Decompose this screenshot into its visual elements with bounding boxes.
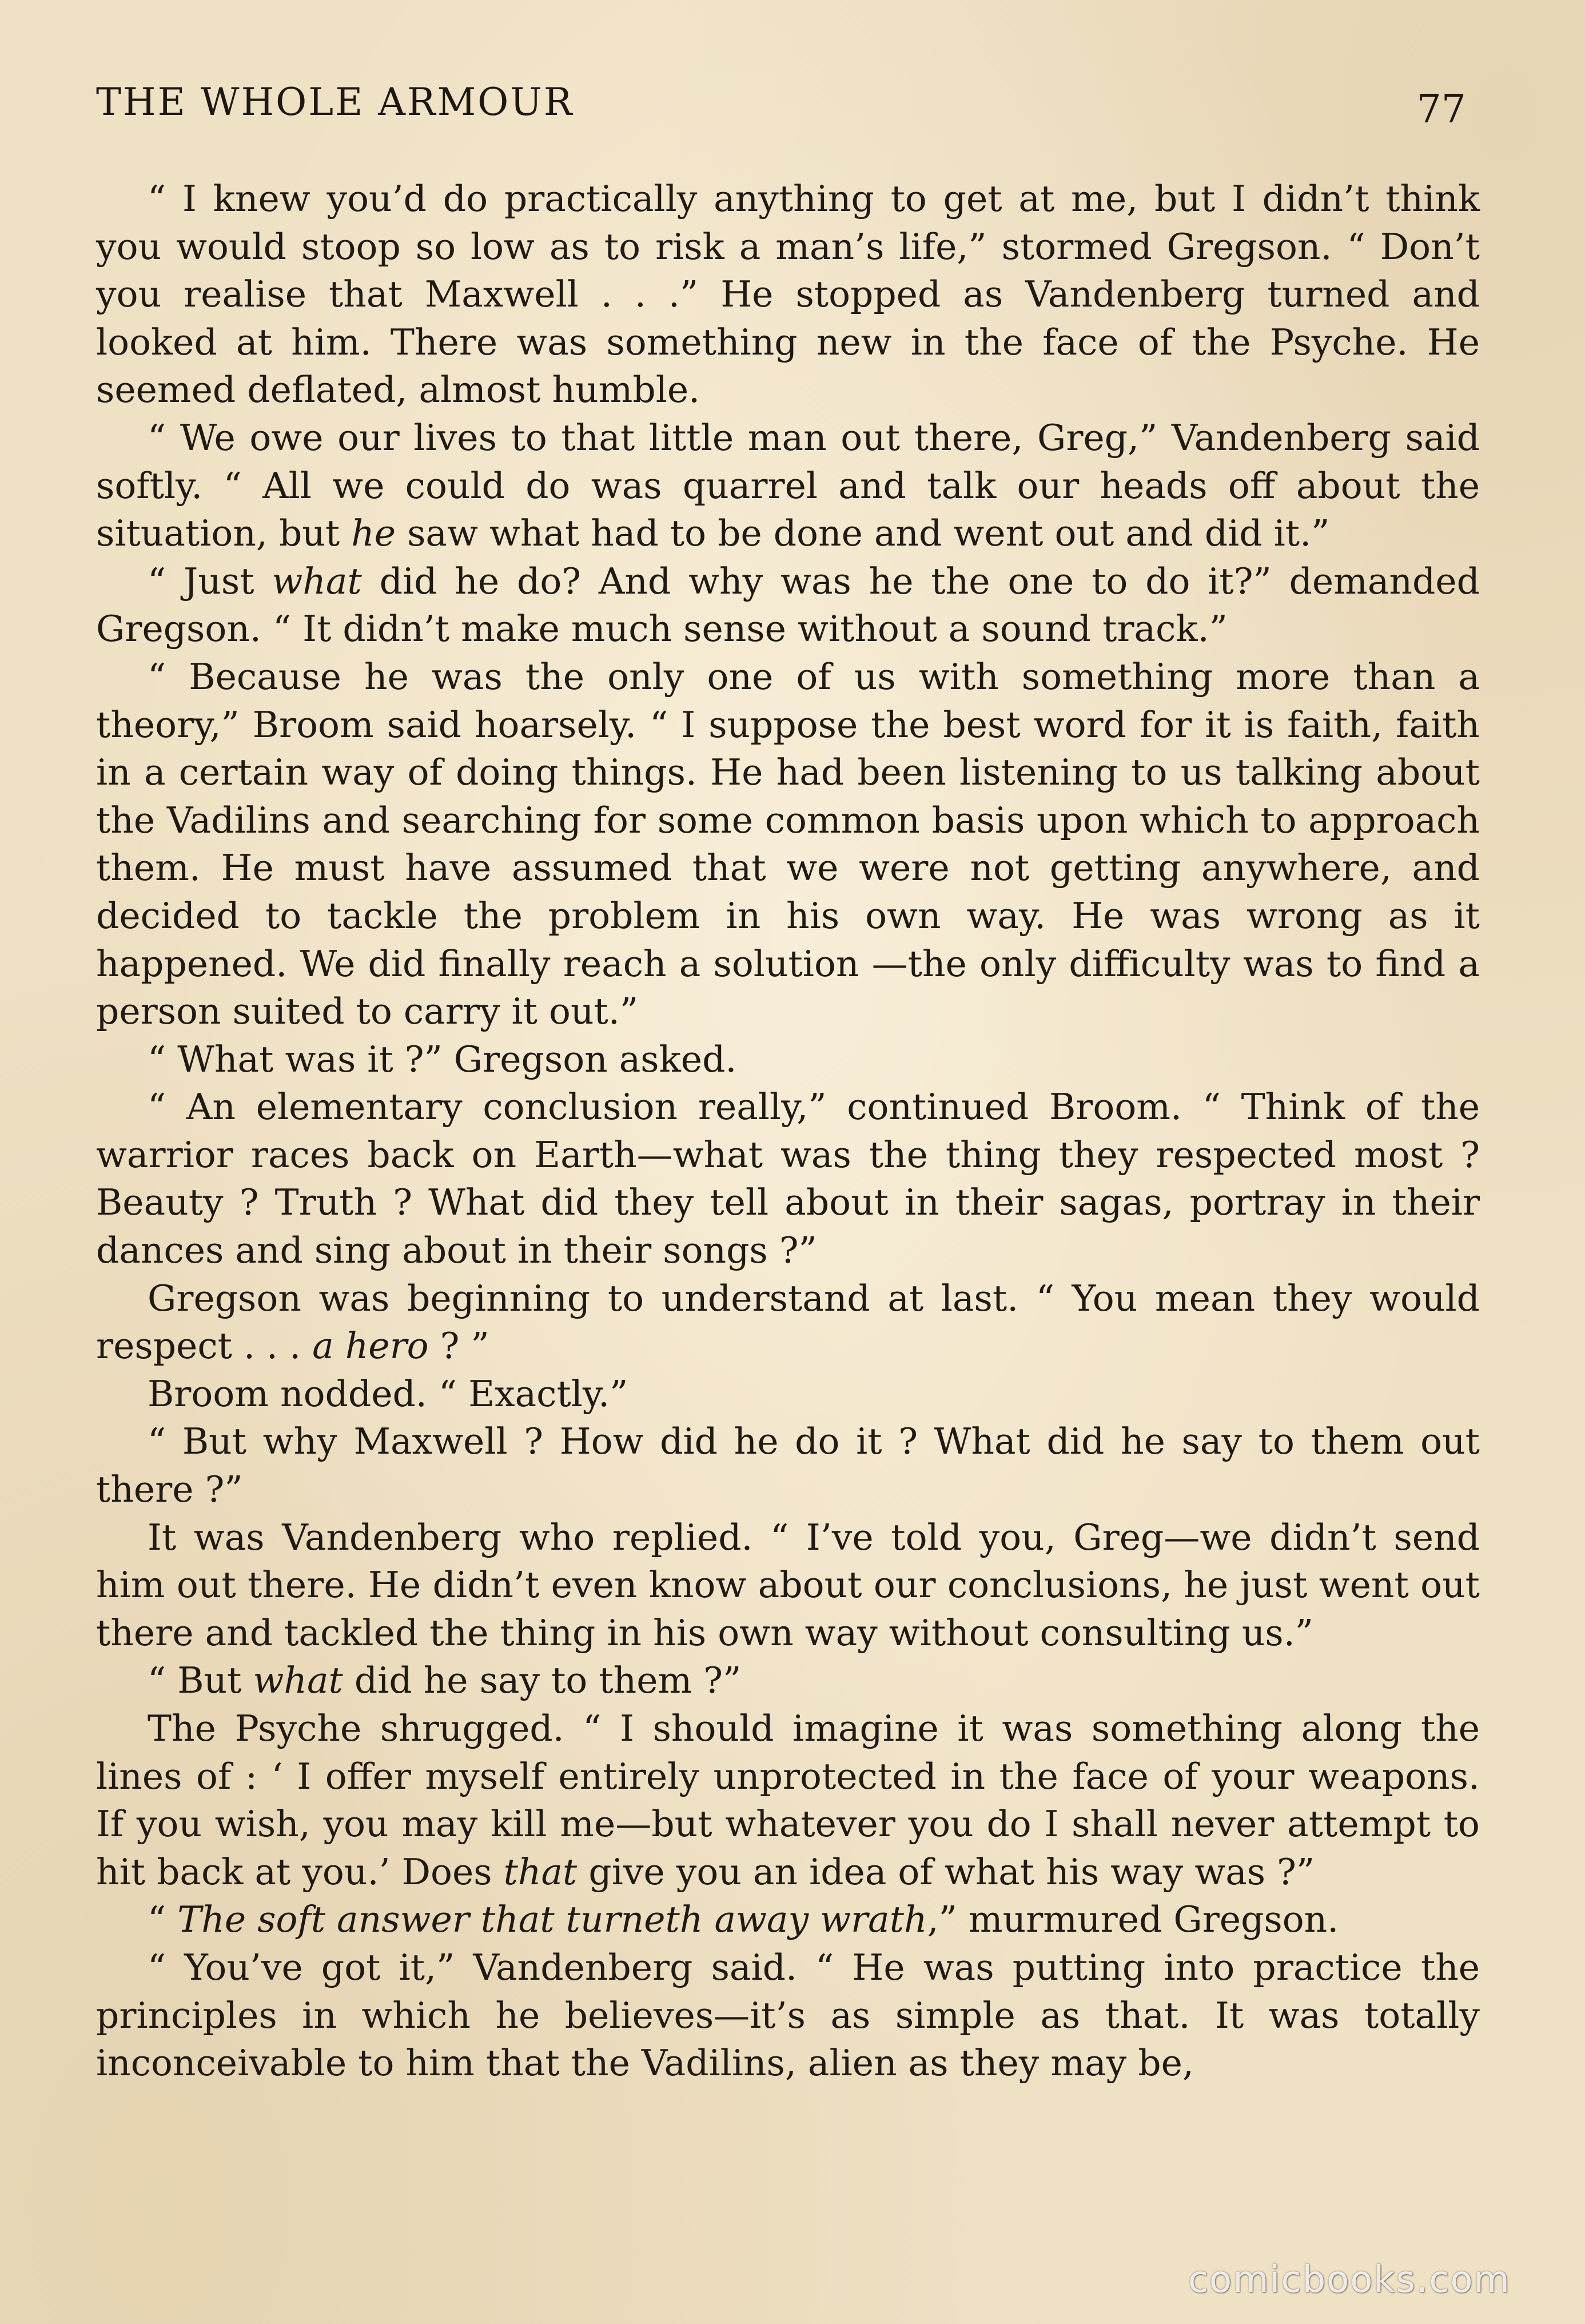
text-run: It was Vandenberg who replied. “ I’ve told you, Greg—we didn’t send him out there. He didn’t even know about our conclusions, he just went out there and tackled the thing in his own way without consulting us.” bbox=[96, 1516, 1480, 1654]
text-run: “ But bbox=[148, 1660, 253, 1702]
body-text bbox=[96, 175, 1480, 2087]
paragraph bbox=[96, 1514, 1480, 1657]
text-run: The Psyche shrugged. “ I should imagine it was something along the lines of : ‘ I offer myself entirely unprotected in the face of your weapons. If you wish, you may kill me—but whatever you do I shall never attempt to hit back at you.’ Does bbox=[96, 1708, 1480, 1893]
text-run: ? ” bbox=[428, 1325, 489, 1367]
paragraph bbox=[96, 1370, 1480, 1418]
paragraph bbox=[96, 653, 1480, 1036]
watermark: comicbooks.com bbox=[1188, 2259, 1511, 2301]
text-run: ,” murmured Gregson. bbox=[927, 1899, 1339, 1941]
italic-text-run: what bbox=[253, 1660, 343, 1702]
paragraph bbox=[96, 1944, 1480, 2087]
text-run: “ You’ve got it,” Vandenberg said. “ He was putting into practice the principles in which he believes—it’s as simple as that. It was totally inconceivable to him that the Vadilins, alien as they may be, bbox=[96, 1946, 1480, 2084]
text-run: “ We owe our lives to that little man out there, Greg,” Vandenberg said softly. “ All we could do was quarrel and talk our heads off about the situation, but bbox=[96, 416, 1480, 555]
paragraph bbox=[96, 1036, 1480, 1084]
text-run: did he say to them ?” bbox=[343, 1660, 742, 1702]
paragraph bbox=[96, 1657, 1480, 1705]
text-run: Broom nodded. “ Exactly.” bbox=[148, 1372, 628, 1415]
paragraph bbox=[96, 1896, 1480, 1944]
text-run: give you an idea of what his way was ?” bbox=[577, 1851, 1315, 1893]
paragraph bbox=[96, 1418, 1480, 1513]
running-head: THE WHOLE ARMOUR bbox=[96, 80, 574, 124]
text-run: “ bbox=[148, 1899, 178, 1941]
italic-text-run: The soft answer that turneth away wrath bbox=[177, 1899, 927, 1941]
paragraph bbox=[96, 175, 1480, 414]
text-run: Gregson was beginning to understand at last. “ You mean they would respect . . . bbox=[96, 1277, 1480, 1367]
text-run: saw what had to be done and went out and did it.” bbox=[396, 512, 1330, 555]
italic-text-run: a hero bbox=[312, 1325, 429, 1367]
paragraph bbox=[96, 1705, 1480, 1896]
paragraph bbox=[96, 558, 1480, 653]
page-number: 77 bbox=[1416, 87, 1466, 132]
text-run: “ An elementary conclusion really,” continued Broom. “ Think of the warrior races back on Earth—what was the thing they respected most ? Beauty ? Truth ? What did they tell about in their sagas, portray in their dances and sing about in their songs ?” bbox=[96, 1086, 1480, 1272]
paragraph bbox=[96, 414, 1480, 558]
text-run: “ Because he was the only one of us with something more than a theory,” Broom said hoarsely. “ I suppose the best word for it is faith, faith in a certain way of doing things. He had been listening to us talking about the Vadilins and searching for some common basis upon which to approach them. He must have assumed that we were not getting anywhere, and decided to tackle the problem in his own way. He was wrong as it happened. We did finally reach a solution —the only difficulty was to find a person suited to carry it out.” bbox=[96, 655, 1480, 1033]
text-run: “ What was it ?” Gregson asked. bbox=[148, 1038, 737, 1080]
paragraph bbox=[96, 1275, 1480, 1370]
paragraph bbox=[96, 1083, 1480, 1274]
text-run: “ I knew you’d do practically anything to get at me, but I didn’t think you would stoop so low as to risk a man’s life,” stormed Gregson. “ Don’t you realise that Maxwell . . .” He stopped as Vandenberg turned and looked at him. There was something new in the face of the Psyche. He seemed deflated, almost humble. bbox=[96, 178, 1480, 411]
italic-text-run: that bbox=[503, 1851, 578, 1893]
italic-text-run: what bbox=[272, 560, 362, 602]
text-run: “ But why Maxwell ? How did he do it ? What did he say to them out there ?” bbox=[96, 1420, 1480, 1511]
italic-text-run: he bbox=[351, 512, 396, 555]
text-run: “ Just bbox=[148, 560, 272, 602]
text-run: did he do? And why was he the one to do it?” demanded Gregson. “ It didn’t make much sense without a sound track.” bbox=[96, 560, 1480, 650]
